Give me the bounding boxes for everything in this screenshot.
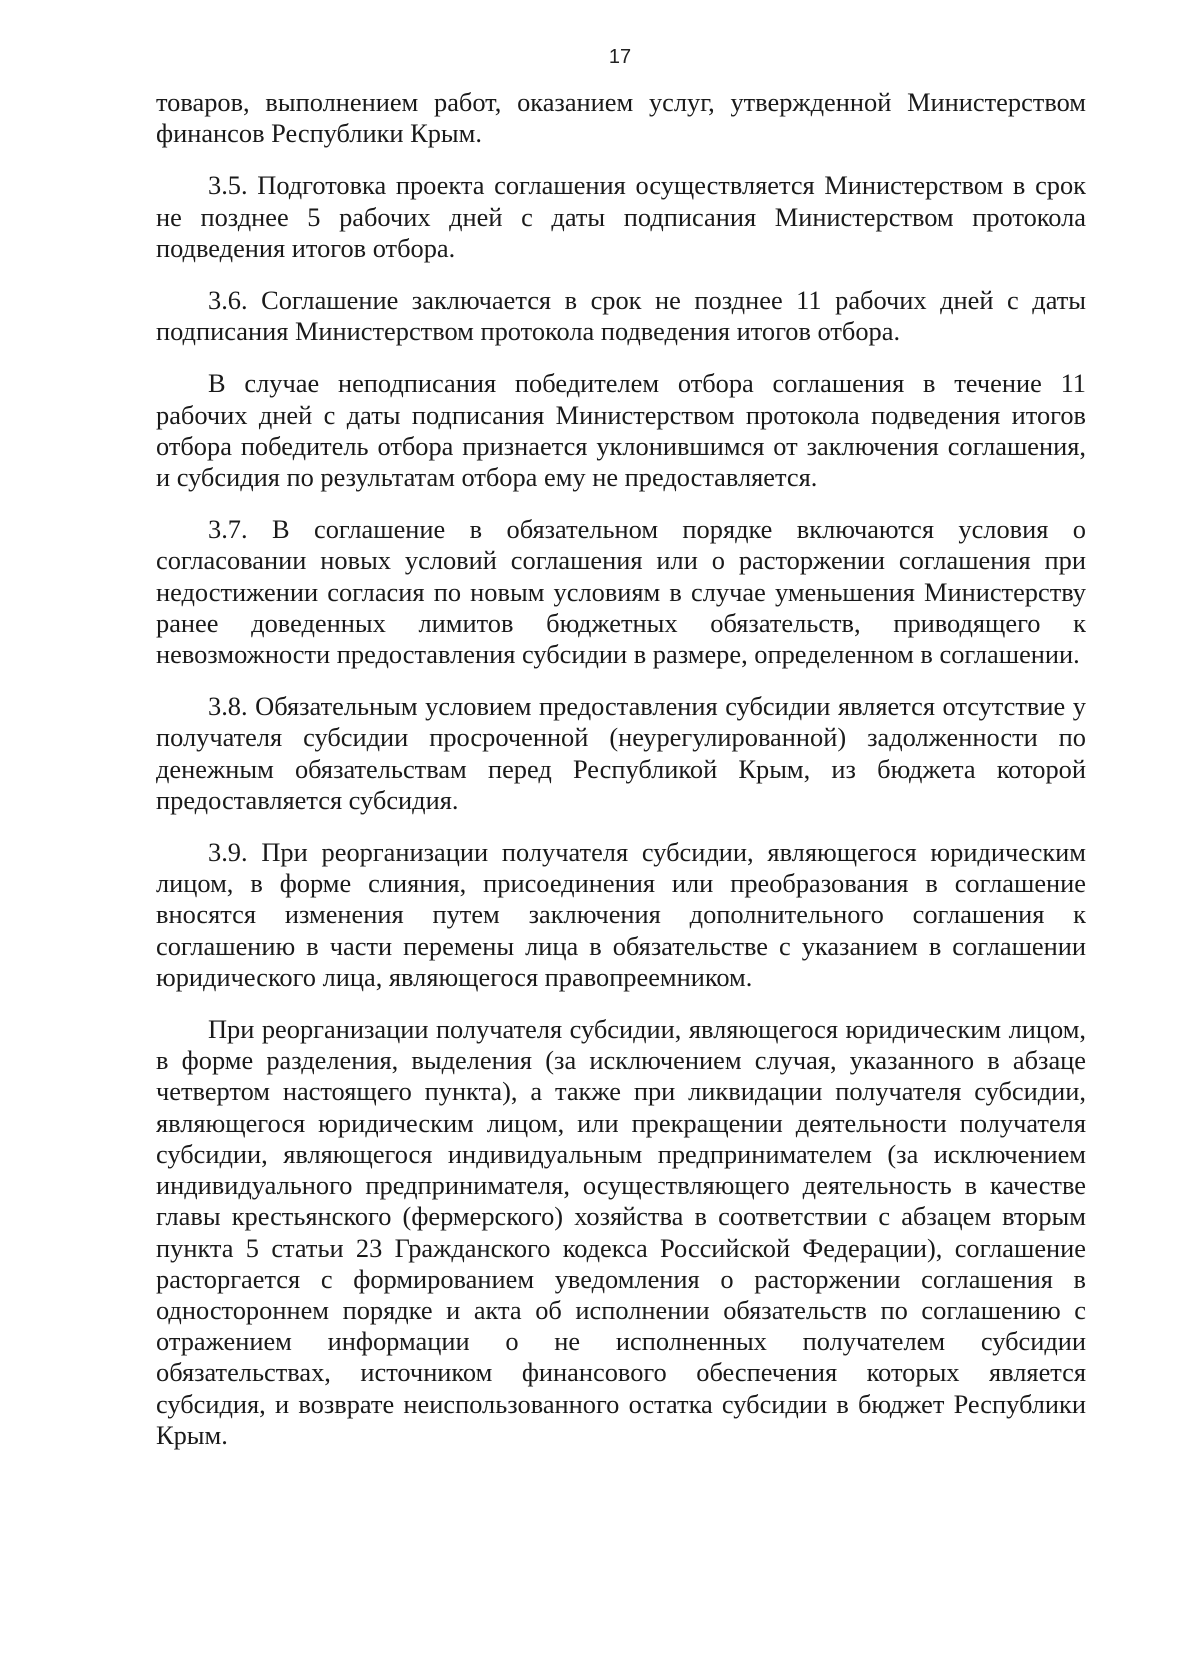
- paragraph-3-9-reorganization: При реорганизации получателя субсидии, являющегося юридическим лицом, в форме разделения, выделения (за исключением случая, указанного в абзаце четвертом настоящего пункта), а также при ликвидации получателя субсидии, являющегося юридическим лицом, или прекращении деятельности получателя субсидии, являющегося индивидуальным предпринимателем (за исключением индивидуального предпринимателя, осуществляющего деятельность в качестве главы крестьянского (фермерского) хозяйства в соответствии с абзацем вторым пункта 5 статьи 23 Гражданского кодекса Российской Федерации), соглашение расторгается с формированием уведомления о расторжении соглашения в одностороннем порядке и акта об исполнении обязательств по соглашению с отражением информации о не исполненных получателем субсидии обязательствах, источником финансового обеспечения которых является субсидия, и возврате неиспользованного остатка субсидии в бюджет Республики Крым.: [156, 1014, 1086, 1450]
- paragraph-continuation: товаров, выполнением работ, оказанием услуг, утвержденной Министерством финансов Республики Крым.: [156, 87, 1086, 149]
- paragraph-3-5: 3.5. Подготовка проекта соглашения осуществляется Министерством в срок не позднее 5 рабочих дней с даты подписания Министерством протокола подведения итогов отбора.: [156, 170, 1086, 263]
- paragraph-3-8: 3.8. Обязательным условием предоставления субсидии является отсутствие у получателя субсидии просроченной (неурегулированной) задолженности по денежным обязательствам перед Республикой Крым, из бюджета которой предоставляется субсидия.: [156, 691, 1086, 815]
- paragraph-3-6: 3.6. Соглашение заключается в срок не позднее 11 рабочих дней с даты подписания Министерством протокола подведения итогов отбора.: [156, 285, 1086, 347]
- paragraph-3-6-refusal: В случае неподписания победителем отбора соглашения в течение 11 рабочих дней с даты подписания Министерством протокола подведения итогов отбора победитель отбора признается уклонившимся от заключения соглашения, и субсидия по результатам отбора ему не предоставляется.: [156, 368, 1086, 493]
- document-body: [156, 87, 1086, 1472]
- paragraph-3-9: 3.9. При реорганизации получателя субсидии, являющегося юридическим лицом, в форме слияния, присоединения или преобразования в соглашение вносятся изменения путем заключения дополнительного соглашения к соглашению в части перемены лица в обязательстве с указанием в соглашении юридического лица, являющегося правопреемником.: [156, 837, 1086, 992]
- page-number: 17: [608, 46, 632, 68]
- paragraph-3-7: 3.7. В соглашение в обязательном порядке включаются условия о согласовании новых условий соглашения или о расторжении соглашения при недостижении согласия по новым условиям в случае уменьшения Министерству ранее доведенных лимитов бюджетных обязательств, приводящего к невозможности предоставления субсидии в размере, определенном в соглашении.: [156, 514, 1086, 670]
